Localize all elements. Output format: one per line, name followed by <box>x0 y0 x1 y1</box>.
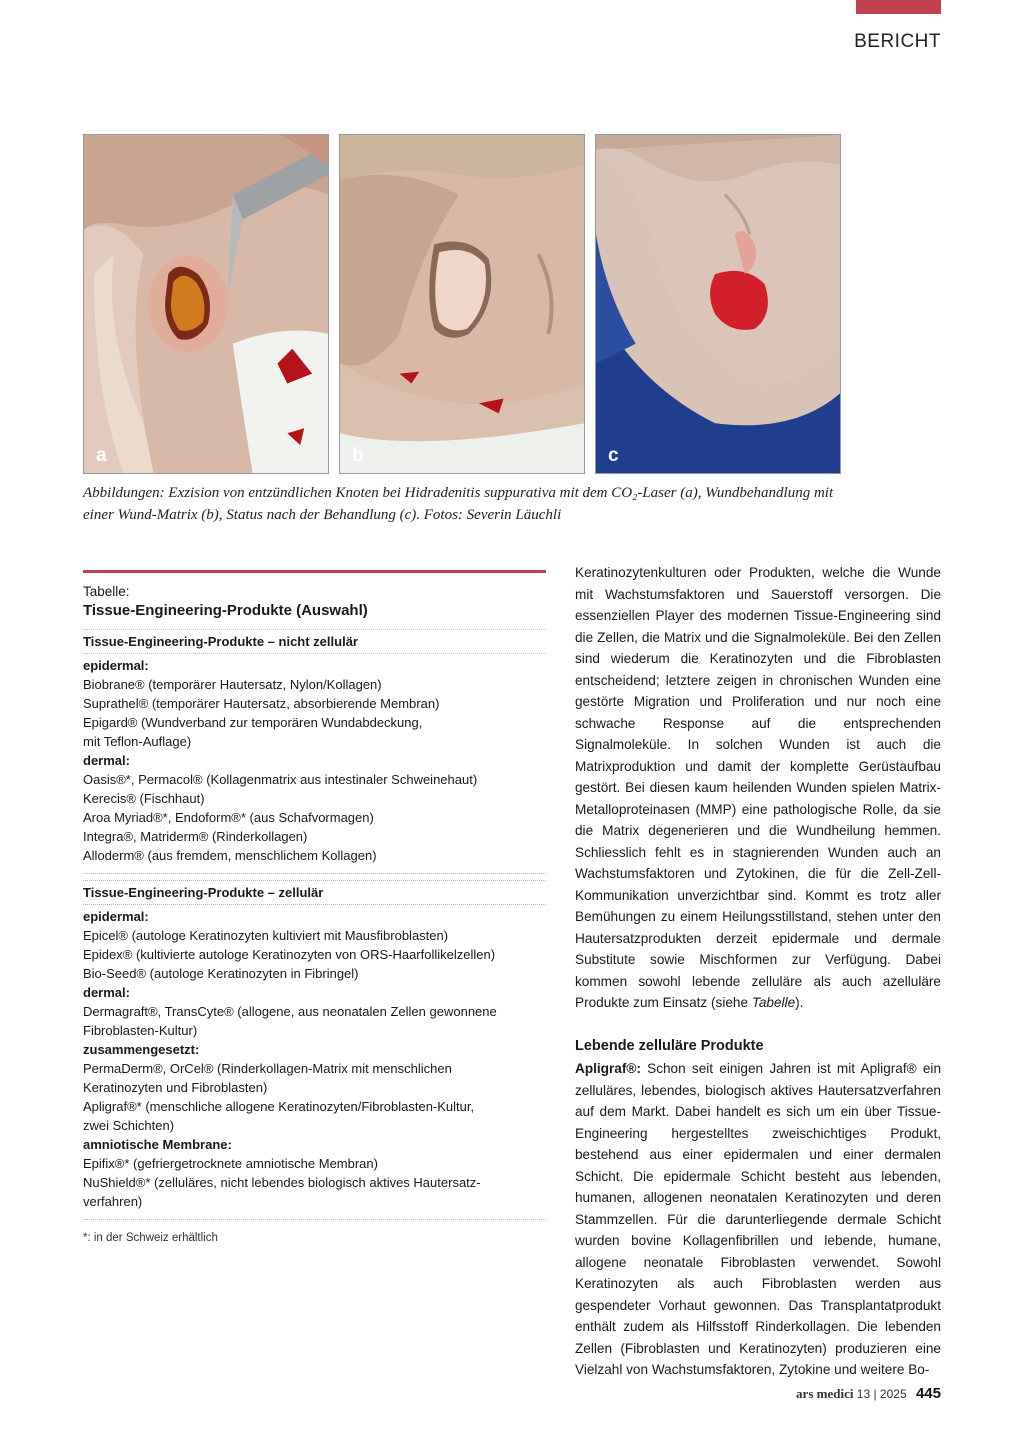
table-group-title: Tissue-Engineering-Produkte – nicht zellulär <box>83 633 546 654</box>
table-line: Epicel® (autologe Keratinozyten kultiviert mit Mausfibroblasten) <box>83 928 449 943</box>
product-table <box>83 570 546 1244</box>
table-groups <box>83 629 546 1220</box>
figure-b-image <box>340 135 584 473</box>
figure-c-image <box>596 135 840 473</box>
table-subheading: zusammengesetzt: <box>83 1042 200 1057</box>
article-paragraph <box>575 1058 941 1381</box>
table-line: Keratinozyten und Fibroblasten) <box>83 1080 268 1095</box>
table-line: Alloderm® (aus fremdem, menschlichem Kollagen) <box>83 848 377 863</box>
figure-c <box>595 134 841 474</box>
figure-a <box>83 134 329 474</box>
table-group <box>83 629 546 874</box>
article-column <box>575 562 941 1381</box>
table-kicker: Tabelle: <box>83 584 130 599</box>
table-subheading: dermal: <box>83 753 130 768</box>
table-line: Epifix®* (gefriergetrocknete amniotische Membran) <box>83 1156 378 1171</box>
table-line: Bio-Seed® (autologe Keratinozyten in Fibringel) <box>83 966 359 981</box>
figure-label: a <box>96 445 107 466</box>
table-subheading: dermal: <box>83 985 130 1000</box>
table-line: NuShield®* (zelluläres, nicht lebendes biologisch aktives Hautersatz- <box>83 1175 481 1190</box>
table-group <box>83 880 546 1220</box>
table-footnote: *: in der Schweiz erhältlich <box>83 1232 218 1244</box>
table-line: Epigard® (Wundverband zur temporären Wundabdeckung, <box>83 715 423 730</box>
table-line: zwei Schichten) <box>83 1118 175 1133</box>
table-line: Kerecis® (Fischhaut) <box>83 791 205 806</box>
table-line: Epidex® (kultivierte autologe Keratinozyten von ORS-Haarfollikelzellen) <box>83 947 496 962</box>
article-text: Keratinozytenkulturen oder Produkten, welche die Wunde mit Wachstumsfaktoren und Sauerstoff versorgen. Die essenziellen Player des modernen Tissue-Engineering sind die Zellen, die Matrix und die Signalmoleküle. Bei den Zellen sind wiederum die Keratinozyten und die Fibroblasten entscheidend; letztere zeigen in chronischen Wunden eine gestörte Migration und Proliferation und nur noch eine schwache Response auf die entsprechenden Signalmoleküle. In solchen Wunden ist auch die Matrixproduktion und damit der komplette Gerüstaufbau gestört. Bei diesen kaum heilenden Wunden spielen Matrix-Metalloproteinasen (MMP) eine pathologische Rolle, da sie die Matrix degenerieren und die Wundheilung hemmen. Schliesslich fehlt es in stagnierenden Wunden auch an Wachstumsfaktoren und Zytokinen, die für die Zell-Zell-Kommunikation unverzichtbar sind. Kommt es trotz aller Bemühungen zu einem Heilungsstillstand, stehen unter den Hautersatzprodukten derzeit epidermale und dermale Substitute sowie Mischformen zur Verfügung. Dabei kommen sowohl lebende zelluläre als auch azelluläre Produkte zum Einsatz (siehe <box>575 565 941 1010</box>
table-line: Apligraf®* (menschliche allogene Keratinozyten/Fibroblasten-Kultur, <box>83 1099 475 1114</box>
table-group-title: Tissue-Engineering-Produkte – zellulär <box>83 884 546 905</box>
table-line: PermaDerm®, OrCel® (Rinderkollagen-Matrix mit menschlichen <box>83 1061 452 1076</box>
issue-number: 13 | 2025 <box>856 1387 907 1401</box>
table-subheading: epidermal: <box>83 909 149 924</box>
journal-name: ars medici <box>796 1386 854 1401</box>
table-subheading: epidermal: <box>83 658 149 673</box>
table-line: Suprathel® (temporärer Hautersatz, absorbierende Membran) <box>83 696 440 711</box>
figure-label: c <box>608 445 619 466</box>
article-paragraph <box>575 562 941 1014</box>
table-line: Integra®, Matriderm® (Rinderkollagen) <box>83 829 308 844</box>
table-line: Fibroblasten-Kultur) <box>83 1023 198 1038</box>
top-accent-bar <box>856 0 941 14</box>
table-line: verfahren) <box>83 1194 143 1209</box>
section-label: BERICHT <box>854 31 941 52</box>
figure-label: b <box>352 445 364 466</box>
table-reference: Tabelle <box>751 995 796 1010</box>
table-subheading: amniotische Membrane: <box>83 1137 232 1152</box>
figure-caption: Abbildungen: Exzision von entzündlichen Knoten bei Hidradenitis suppurativa mit dem CO₂-Laser (a), Wundbehandlung mit einer Wund-Matrix (b), Status nach der Behandlung (c). Fotos: Severin Läuchli <box>83 485 834 523</box>
table-line: Biobrane® (temporärer Hautersatz, Nylon/Kollagen) <box>83 677 382 692</box>
figure-b <box>339 134 585 474</box>
article-subheading: Lebende zelluläre Produkte <box>575 1037 764 1054</box>
table-line: Dermagraft®, TransCyte® (allogene, aus neonatalen Zellen gewonnene <box>83 1004 497 1019</box>
figure-a-image <box>84 135 328 473</box>
table-title: Tissue-Engineering-Produkte (Auswahl) <box>83 602 368 619</box>
product-lead: Apligraf®: <box>575 1061 641 1076</box>
article-text: ). <box>795 995 804 1010</box>
table-line: Oasis®*, Permacol® (Kollagenmatrix aus intestinaler Schweinehaut) <box>83 772 478 787</box>
article-text: Schon seit einigen Jahren ist mit Apligraf® ein zelluläres, lebendes, biologisch aktives Hautersatzverfahren auf dem Markt. Dabei handelt es sich um ein über Tissue-Engineering hergestelltes zweischichtiges Produkt, bestehend aus einer epidermalen und einer dermalen Schicht. Die epidermale Schicht besteht aus lebenden, humanen, allogenen neonatalen Keratinozyten und deren Stammzellen. Für die darunterliegende dermale Schicht wurden bovine Kollagenfibrillen und lebende, humane, allogene neonatale Fibroblasten verwendet. Sowohl Keratinozyten als auch Fibroblasten werden aus gespendeter Vorhaut gewonnen. Das Transplantatprodukt enthält zudem als Hilfsstoff Rinderkollagen. Die lebenden Zellen (Fibroblasten und Keratinozyten) produzieren eine Vielzahl von Wachstumsfaktoren, Zytokine und weitere Bo- <box>575 1061 941 1377</box>
table-line: Aroa Myriad®*, Endoform®* (aus Schafvormagen) <box>83 810 374 825</box>
table-line: mit Teflon-Auflage) <box>83 734 192 749</box>
page-footer <box>796 1385 941 1402</box>
page-number: 445 <box>915 1385 941 1402</box>
